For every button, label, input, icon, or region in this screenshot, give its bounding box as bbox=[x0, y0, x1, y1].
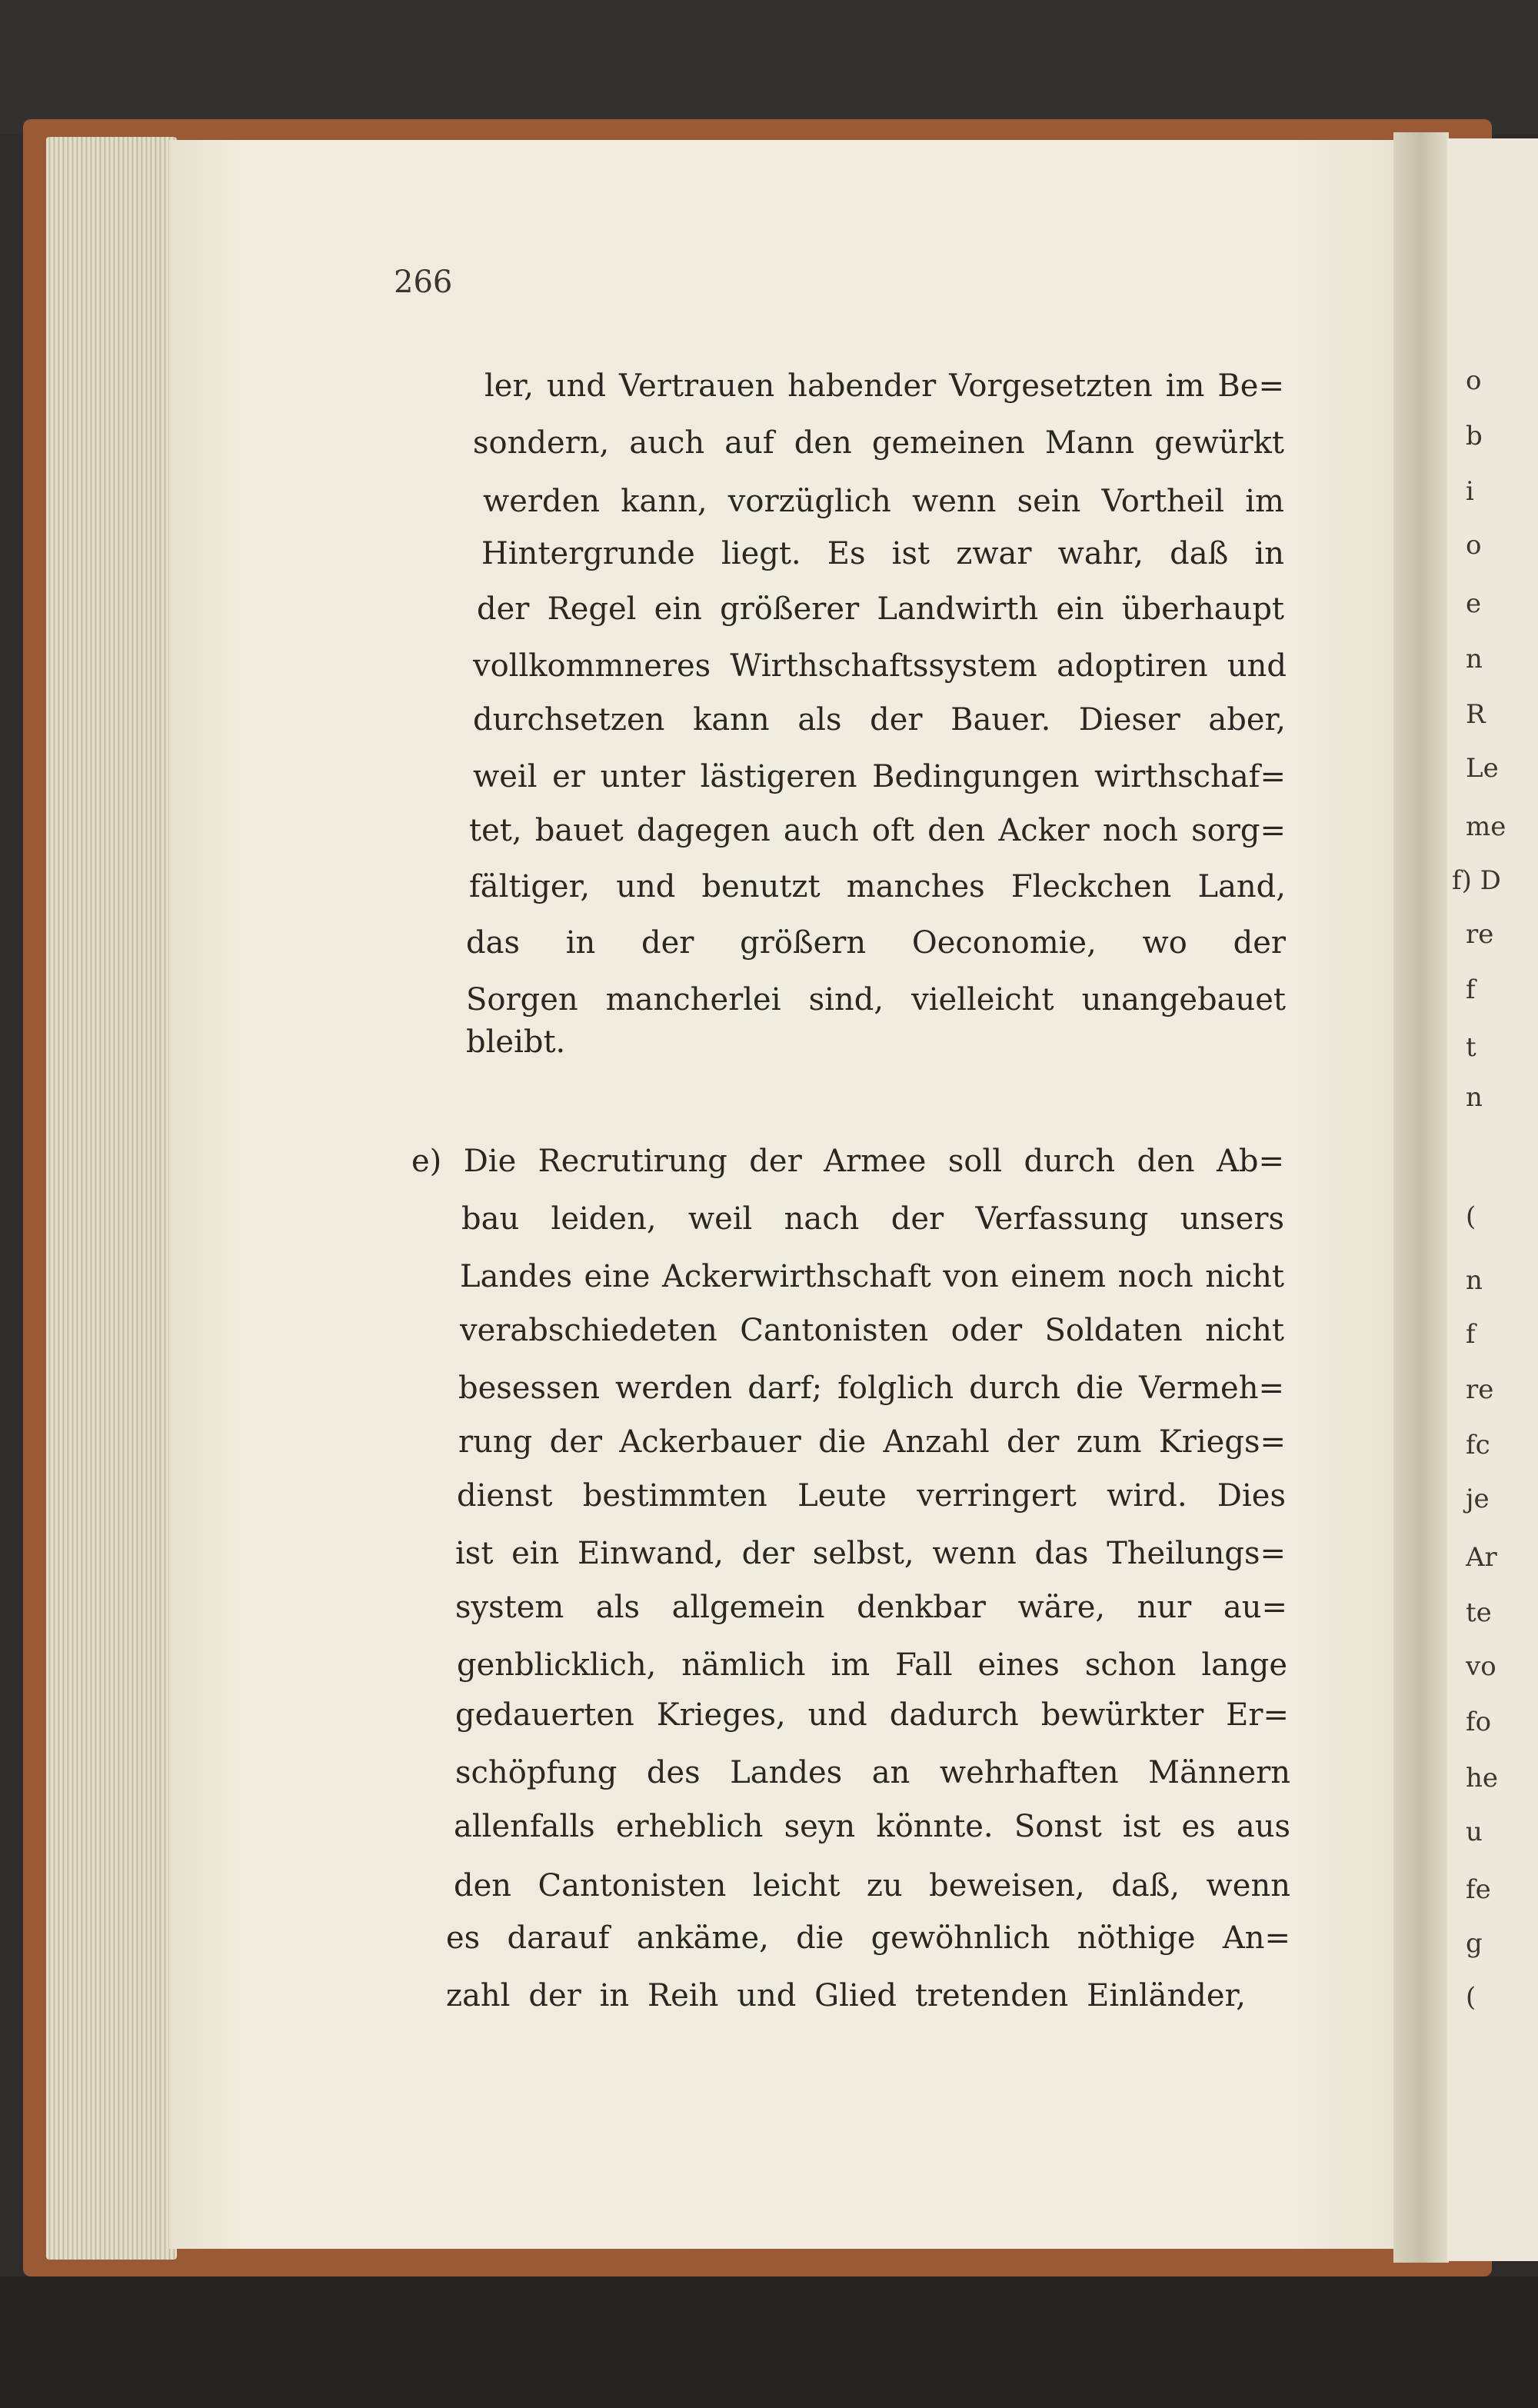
background-top bbox=[0, 0, 1538, 135]
facing-page-fragment: f) D bbox=[1452, 865, 1501, 896]
text-line: tet, bauet dagegen auch oft den Acker noch sorg= bbox=[469, 813, 1286, 848]
facing-page-fragment: o bbox=[1466, 365, 1482, 396]
facing-page-fragment: Le bbox=[1466, 753, 1499, 784]
text-line: ler, und Vertrauen habender Vorgesetzten im Be= bbox=[484, 368, 1284, 404]
facing-page-fragment: f bbox=[1466, 974, 1476, 1005]
text-line: es darauf ankäme, die gewöhnlich nöthige An= bbox=[446, 1920, 1290, 1956]
text-line: dienst bestimmten Leute verringert wird. Dies bbox=[457, 1478, 1286, 1514]
text-line: Landes eine Ackerwirthschaft von einem noch nicht bbox=[460, 1259, 1284, 1294]
text-line: bau leiden, weil nach der Verfassung unsers bbox=[461, 1201, 1284, 1237]
text-line: sondern, auch auf den gemeinen Mann gewürkt bbox=[473, 425, 1284, 461]
facing-page-fragment: he bbox=[1466, 1763, 1499, 1794]
facing-page-fragment: u bbox=[1466, 1817, 1483, 1847]
text-line: verabschiedeten Cantonisten oder Soldaten nicht bbox=[460, 1313, 1284, 1348]
text-line: Hintergrunde liegt. Es ist zwar wahr, daß in bbox=[481, 536, 1284, 571]
page-edges bbox=[46, 137, 177, 2260]
facing-page-fragment: e bbox=[1466, 588, 1482, 619]
facing-page-fragment: re bbox=[1466, 919, 1494, 950]
facing-page-fragment: n bbox=[1466, 644, 1483, 674]
facing-page-fragment: te bbox=[1466, 1597, 1492, 1628]
facing-page-fragment: o bbox=[1466, 530, 1482, 561]
facing-page-fragment: b bbox=[1466, 421, 1483, 451]
facing-page-fragment: vo bbox=[1466, 1651, 1496, 1682]
facing-page-fragment: Ar bbox=[1466, 1542, 1497, 1573]
text-line: Sorgen mancherlei sind, vielleicht unangebauet bbox=[466, 982, 1286, 1017]
page-number: 266 bbox=[394, 265, 453, 300]
text-line: rung der Ackerbauer die Anzahl der zum Kriegs= bbox=[458, 1424, 1286, 1460]
background-bottom bbox=[0, 2276, 1538, 2408]
text-line: schöpfung des Landes an wehrhaften Männern bbox=[455, 1755, 1290, 1790]
facing-page-fragment: fc bbox=[1466, 1430, 1490, 1460]
text-line: den Cantonisten leicht zu beweisen, daß, wenn bbox=[454, 1868, 1290, 1903]
text-line: system als allgemein denkbar wäre, nur au= bbox=[455, 1590, 1287, 1625]
text-line: besessen werden darf; folglich durch die Vermeh= bbox=[458, 1371, 1284, 1406]
facing-page-fragment: R bbox=[1466, 699, 1486, 730]
text-line: das in der größern Oeconomie, wo der bbox=[466, 925, 1286, 961]
text-line: durchsetzen kann als der Bauer. Dieser aber, bbox=[473, 702, 1286, 738]
facing-page-fragment: n bbox=[1466, 1082, 1483, 1113]
text-line: genblicklich, nämlich im Fall eines schon lange bbox=[457, 1647, 1287, 1683]
facing-page-fragment: g bbox=[1466, 1928, 1483, 1959]
book-gutter bbox=[1393, 132, 1449, 2263]
facing-page-fragment: ( bbox=[1466, 1201, 1476, 1232]
text-line: werden kann, vorzüglich wenn sein Vortheil im bbox=[483, 484, 1284, 519]
facing-page-fragment: je bbox=[1466, 1484, 1490, 1514]
text-line: bleibt. bbox=[466, 1024, 566, 1060]
facing-page-fragment: ( bbox=[1466, 1982, 1476, 2013]
facing-page-fragment: fo bbox=[1466, 1707, 1492, 1737]
facing-page-fragment: n bbox=[1466, 1265, 1483, 1296]
facing-page-fragment: i bbox=[1466, 476, 1474, 507]
facing-page-text bbox=[1452, 0, 1538, 2408]
facing-page-fragment: re bbox=[1466, 1374, 1494, 1405]
facing-page-fragment: me bbox=[1466, 811, 1506, 842]
facing-page-fragment: t bbox=[1466, 1032, 1476, 1063]
facing-page-fragment: fe bbox=[1466, 1874, 1491, 1905]
facing-page-fragment: f bbox=[1466, 1319, 1476, 1350]
text-line: gedauerten Krieges, und dadurch bewürkter Er= bbox=[455, 1697, 1289, 1733]
text-line: vollkommneres Wirthschaftssystem adoptiren und bbox=[473, 648, 1287, 684]
text-line: der Regel ein größerer Landwirth ein überhaupt bbox=[477, 591, 1284, 627]
text-line: e) Die Recrutirung der Armee soll durch den Ab= bbox=[411, 1144, 1284, 1179]
text-line: fältiger, und benutzt manches Fleckchen Land, bbox=[469, 869, 1286, 904]
text-line: allenfalls erheblich seyn könnte. Sonst ist es aus bbox=[454, 1809, 1290, 1844]
text-line: weil er unter lästigeren Bedingungen wirthschaf= bbox=[473, 759, 1286, 794]
text-line: zahl der in Reih und Glied tretenden Einländer, bbox=[446, 1978, 1246, 2013]
text-line: ist ein Einwand, der selbst, wenn das Theilungs= bbox=[455, 1536, 1286, 1571]
